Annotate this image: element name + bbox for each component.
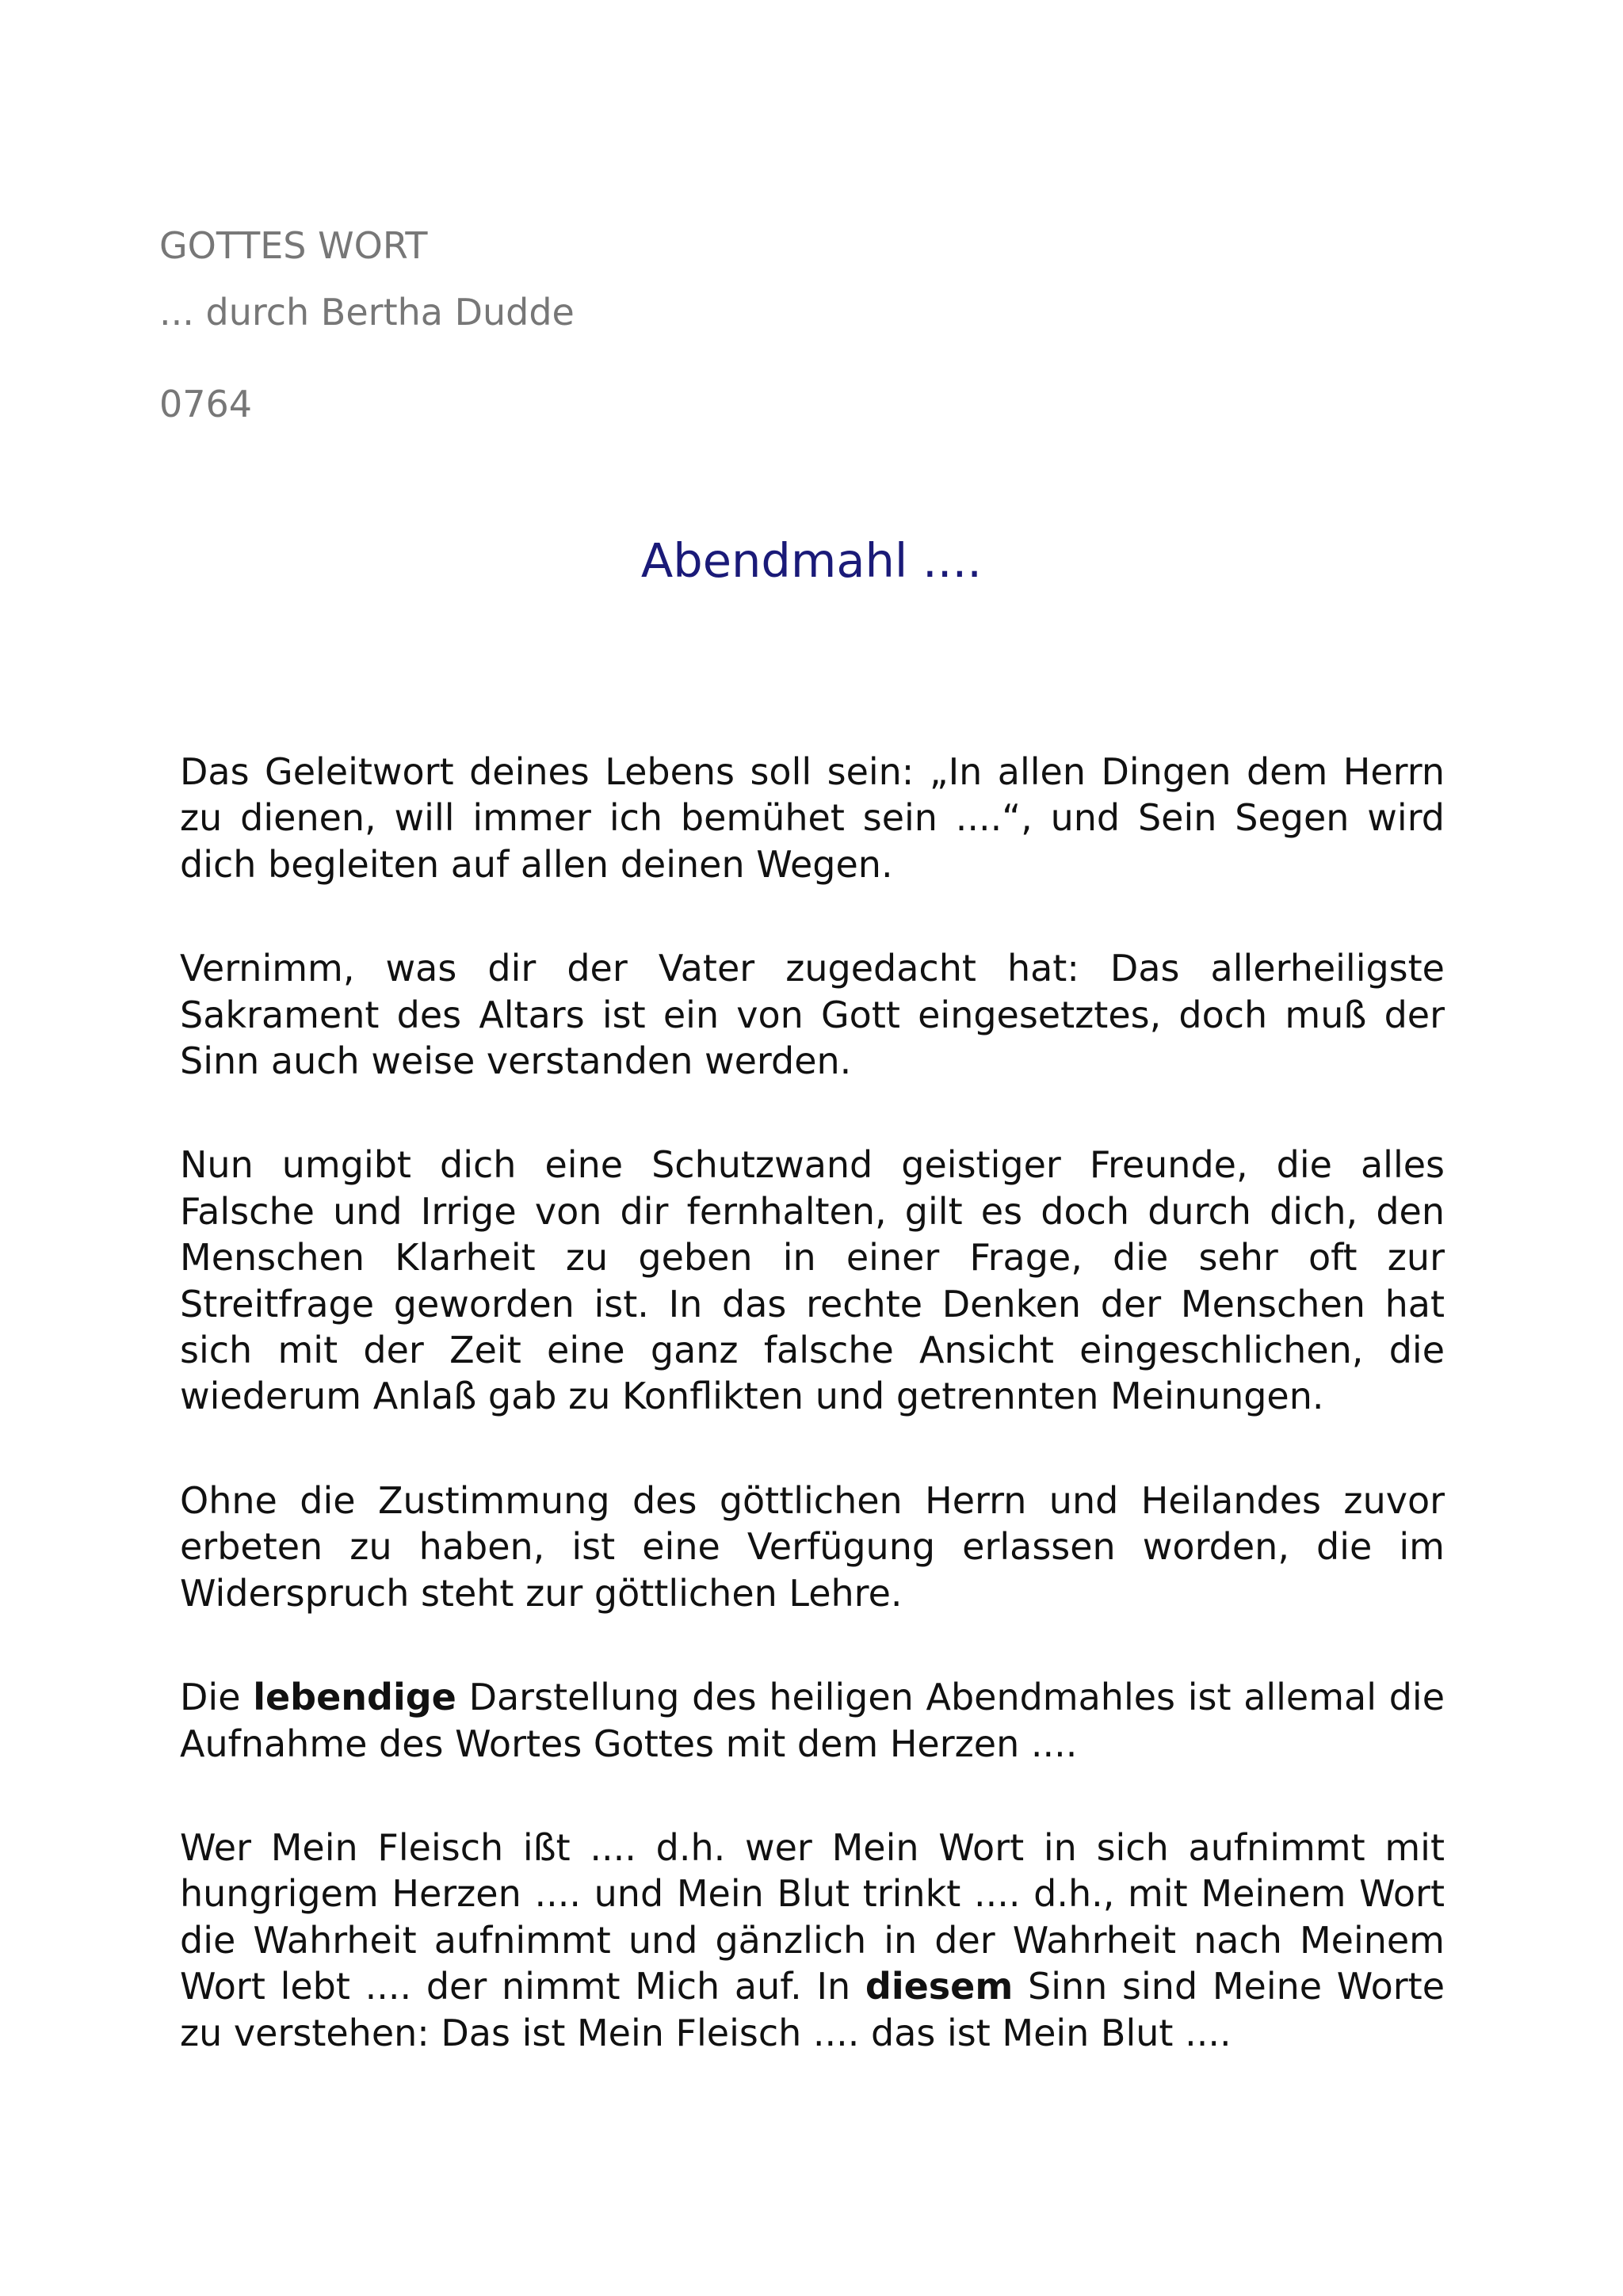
paragraph-6-emphasis: diesem bbox=[865, 1965, 1014, 2008]
paragraph-6 bbox=[180, 1825, 1445, 2056]
author-line: ... durch Bertha Dudde bbox=[159, 291, 575, 334]
paragraph-3: Nun umgibt dich eine Schutzwand geistiger Freunde, die alles Falsche und Irrige von dir fernhalten, gilt es doch durch dich, den Menschen Klarheit zu geben in einer Frage, die sehr oft zur Streitfrage geworden ist. In das rechte Denken der Menschen hat sich mit der Zeit eine ganz falsche Ansicht eingeschlichen, die wiederum Anlaß gab zu Konflikten und getrennten Meinungen. bbox=[180, 1143, 1445, 1418]
paragraph-6-text-after: Sinn sind Meine Worte zu verstehen: Das ist Mein Fleisch .... das ist Mein Blut .... bbox=[180, 1965, 1445, 2054]
paragraph-1: Das Geleitwort deines Lebens soll sein: „In allen Dingen dem Herrn zu dienen, will immer ich bemühet sein ....“, und Sein Segen wird dich begleiten auf allen deinen Wegen. bbox=[180, 750, 1445, 886]
paragraph-4: Ohne die Zustimmung des göttlichen Herrn und Heilandes zuvor erbeten zu haben, ist eine Verfügung erlassen worden, die im Widerspruch steht zur göttlichen Lehre. bbox=[180, 1478, 1445, 1615]
paragraph-5-text-before: Die bbox=[180, 1676, 254, 1719]
paragraph-5 bbox=[180, 1674, 1445, 1767]
paragraph-2: Vernimm, was dir der Vater zugedacht hat: Das allerheiligste Sakrament des Altars ist ein von Gott eingesetztes, doch muß der Sinn auch weise verstanden werden. bbox=[180, 947, 1445, 1083]
paragraph-5-emphasis: lebendige bbox=[253, 1676, 456, 1719]
document-title: Abendmahl .... bbox=[640, 533, 983, 588]
document-title-row bbox=[0, 533, 1623, 588]
paragraph-6-text-before: Wer Mein Fleisch ißt .... d.h. wer Mein Wort in sich aufnimmt mit hungrigem Herzen .... und Mein Blut trinkt .... d.h., mit Meinem Wort die Wahrheit aufnimmt und gänzlich in der Wahrheit nach Meinem Wort lebt .... der nimmt Mich auf. In bbox=[180, 1825, 1445, 2008]
document-number: 0764 bbox=[159, 383, 253, 425]
series-title: GOTTES WORT bbox=[159, 224, 428, 267]
body-text bbox=[180, 749, 1445, 2114]
paragraph-5-text-after: Darstellung des heiligen Abendmahles ist allemal die Aufnahme des Wortes Gottes mit dem Herzen .... bbox=[180, 1676, 1445, 1765]
